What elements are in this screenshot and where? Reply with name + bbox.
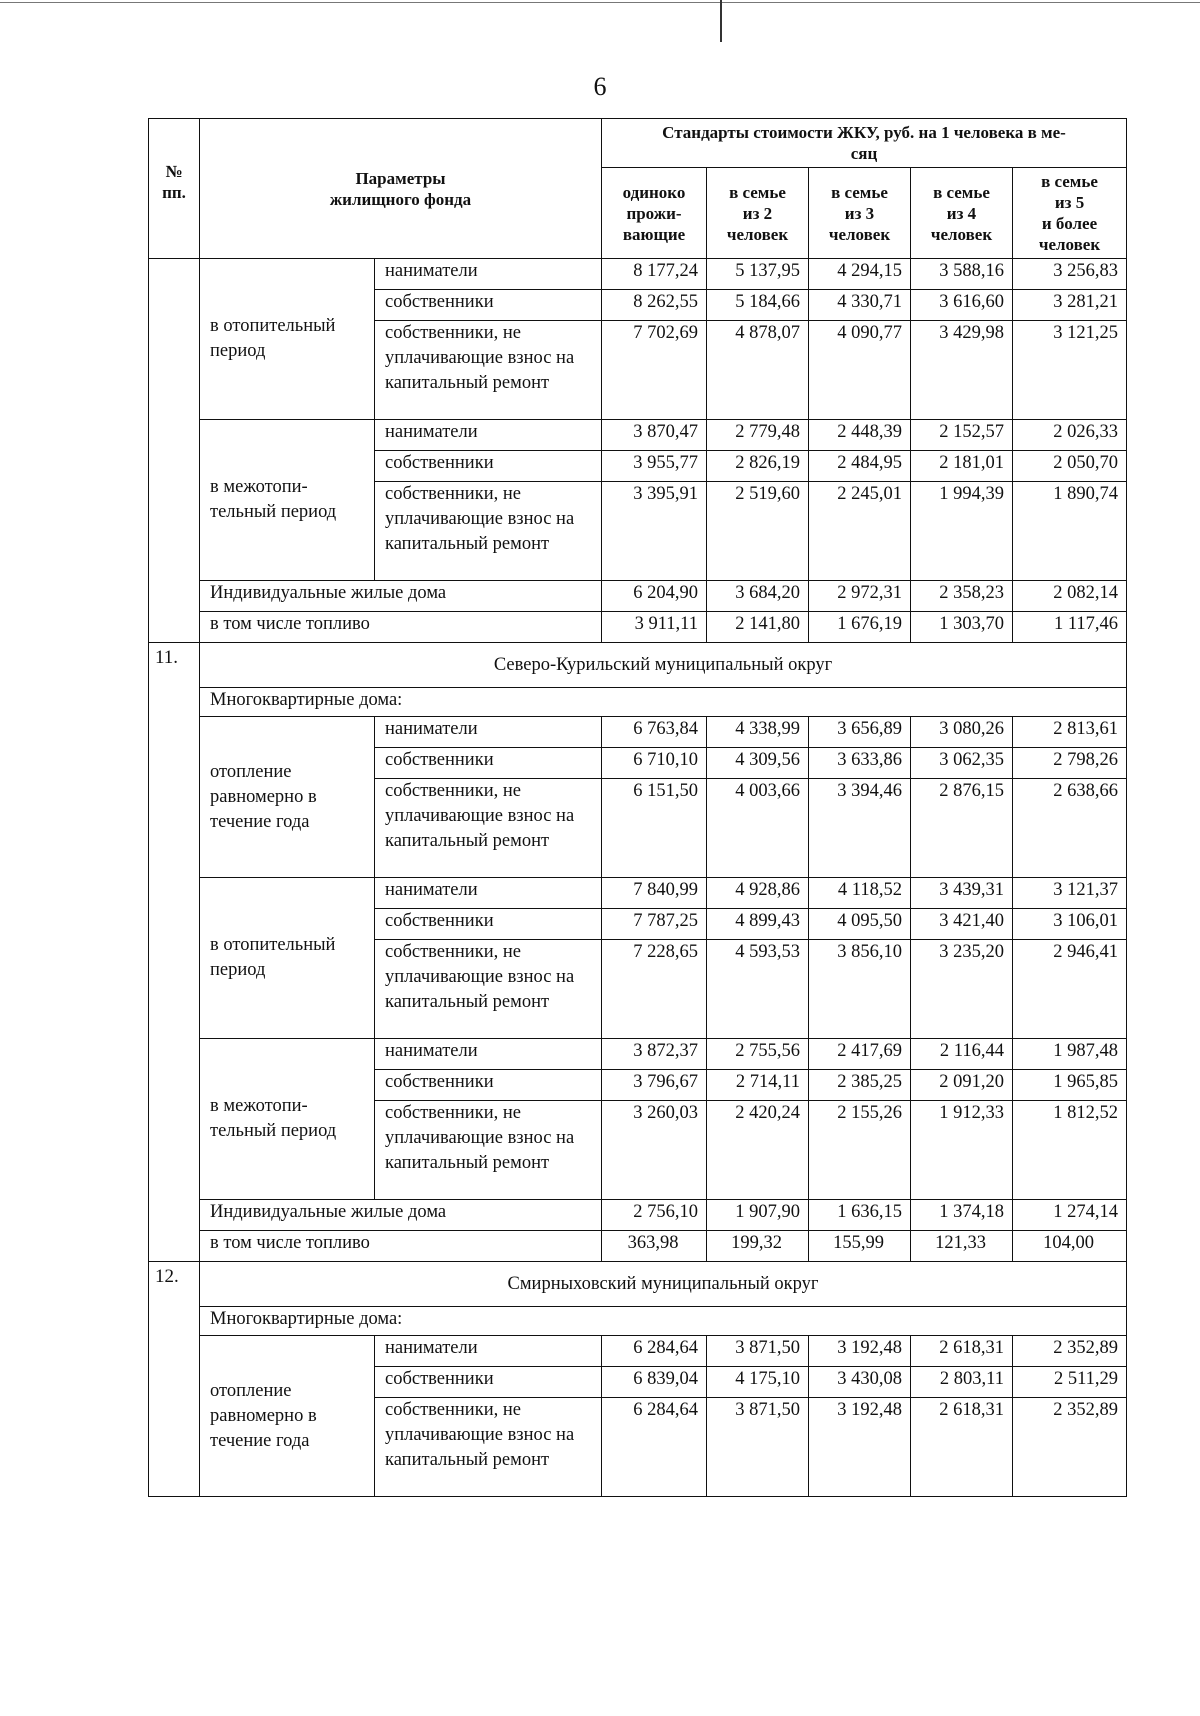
value-cell: 2 813,61 <box>1013 717 1127 748</box>
value-cell: 3 421,40 <box>911 909 1013 940</box>
value-cell: 2 417,69 <box>809 1039 911 1070</box>
value-cell: 3 080,26 <box>911 717 1013 748</box>
value-cell: 3 106,01 <box>1013 909 1127 940</box>
value-cell: 3 281,21 <box>1013 290 1127 321</box>
section-label: Многоквартирные дома: <box>200 1307 1127 1336</box>
group-label-cell <box>200 878 375 1039</box>
value-cell: 1 965,85 <box>1013 1070 1127 1101</box>
value-cell: 3 911,11 <box>602 612 707 643</box>
value-cell: 6 151,50 <box>602 779 707 878</box>
section-label: Многоквартирные дома: <box>200 688 1127 717</box>
value-cell: 121,33 <box>911 1231 1013 1262</box>
value-cell: 2 155,26 <box>809 1101 911 1200</box>
group-label-cell <box>200 420 375 581</box>
value-cell: 2 026,33 <box>1013 420 1127 451</box>
value-cell: 4 338,99 <box>707 717 809 748</box>
value-cell: 7 228,65 <box>602 940 707 1039</box>
value-cell: 5 137,95 <box>707 259 809 290</box>
value-cell: 3 633,86 <box>809 748 911 779</box>
row-label: собственники, не уплачивающие взнос на капитальный ремонт <box>375 1101 602 1200</box>
value-cell: 4 090,77 <box>809 321 911 420</box>
row-number-spacer <box>149 451 200 482</box>
table-row <box>149 420 1127 451</box>
header-col-1 <box>602 168 707 259</box>
value-cell: 8 262,55 <box>602 290 707 321</box>
value-cell: 1 912,33 <box>911 1101 1013 1200</box>
table-row <box>149 259 1127 290</box>
value-cell: 3 394,46 <box>809 779 911 878</box>
value-cell: 4 294,15 <box>809 259 911 290</box>
value-cell: 6 204,90 <box>602 581 707 612</box>
value-cell: 2 972,31 <box>809 581 911 612</box>
header-col-2 <box>707 168 809 259</box>
row-label: собственники <box>375 1367 602 1398</box>
value-cell: 4 095,50 <box>809 909 911 940</box>
group-label: отопление равномерно в течение года <box>210 1380 317 1451</box>
row-label: собственники <box>375 748 602 779</box>
value-cell: 199,32 <box>707 1231 809 1262</box>
value-cell: 1 907,90 <box>707 1200 809 1231</box>
value-cell: 4 330,71 <box>809 290 911 321</box>
value-cell: 2 420,24 <box>707 1101 809 1200</box>
group-label-cell <box>200 1039 375 1200</box>
value-cell: 3 395,91 <box>602 482 707 581</box>
row-number-spacer <box>149 1101 200 1200</box>
value-cell: 7 787,25 <box>602 909 707 940</box>
group-label: в отопительный период <box>210 316 336 361</box>
value-cell: 2 091,20 <box>911 1070 1013 1101</box>
value-cell: 2 181,01 <box>911 451 1013 482</box>
table-row <box>149 878 1127 909</box>
value-cell: 2 050,70 <box>1013 451 1127 482</box>
row-number-cell: 12. <box>149 1262 200 1307</box>
value-cell: 1 676,19 <box>809 612 911 643</box>
value-cell: 155,99 <box>809 1231 911 1262</box>
region-header-row <box>149 1262 1127 1307</box>
header-col-4-label: в семье из 4 человек <box>930 182 993 244</box>
value-cell: 3 121,25 <box>1013 321 1127 420</box>
value-cell: 6 284,64 <box>602 1336 707 1367</box>
value-cell: 6 839,04 <box>602 1367 707 1398</box>
value-cell: 2 876,15 <box>911 779 1013 878</box>
value-cell: 2 116,44 <box>911 1039 1013 1070</box>
row-label: наниматели <box>375 259 602 290</box>
header-number-cell <box>149 119 200 259</box>
row-number-spacer <box>149 940 200 1039</box>
value-cell: 1 117,46 <box>1013 612 1127 643</box>
section-row <box>149 688 1127 717</box>
value-cell: 1 636,15 <box>809 1200 911 1231</box>
row-number-spacer <box>149 1231 200 1262</box>
header-row-1 <box>149 119 1127 168</box>
housing-cost-standards-table <box>148 118 1127 1497</box>
table-row <box>149 1231 1127 1262</box>
table-row <box>149 1200 1127 1231</box>
group-label: отопление равномерно в течение года <box>210 761 317 832</box>
value-cell: 3 430,08 <box>809 1367 911 1398</box>
row-label: наниматели <box>375 717 602 748</box>
binding-mark <box>720 0 722 42</box>
header-col-5-label: в семье из 5 и более человек <box>1038 172 1101 254</box>
table-body <box>149 119 1127 1497</box>
group-label-cell <box>200 259 375 420</box>
row-label: собственники, не уплачивающие взнос на капитальный ремонт <box>375 940 602 1039</box>
value-cell: 6 763,84 <box>602 717 707 748</box>
row-number-spacer <box>149 1200 200 1231</box>
header-col-3 <box>809 168 911 259</box>
value-cell: 2 245,01 <box>809 482 911 581</box>
row-number-spacer <box>149 688 200 717</box>
value-cell: 2 826,19 <box>707 451 809 482</box>
value-cell: 3 429,98 <box>911 321 1013 420</box>
row-number-spacer <box>149 581 200 612</box>
value-cell: 7 840,99 <box>602 878 707 909</box>
row-label: наниматели <box>375 878 602 909</box>
row-number-spacer <box>149 1039 200 1070</box>
header-col-2-label: в семье из 2 человек <box>726 182 789 244</box>
table-row <box>149 581 1127 612</box>
value-cell: 7 702,69 <box>602 321 707 420</box>
value-cell: 2 082,14 <box>1013 581 1127 612</box>
value-cell: 2 803,11 <box>911 1367 1013 1398</box>
value-cell: 4 928,86 <box>707 878 809 909</box>
row-number-spacer <box>149 779 200 878</box>
row-label: наниматели <box>375 1336 602 1367</box>
value-cell: 2 484,95 <box>809 451 911 482</box>
header-col-5 <box>1013 168 1127 259</box>
value-cell: 2 352,89 <box>1013 1336 1127 1367</box>
row-label: собственники, не уплачивающие взнос на капитальный ремонт <box>375 482 602 581</box>
value-cell: 1 987,48 <box>1013 1039 1127 1070</box>
header-col-1-label: одиноко прожи- вающие <box>622 182 686 244</box>
table-row <box>149 717 1127 748</box>
value-cell: 1 812,52 <box>1013 1101 1127 1200</box>
row-label: собственники, не уплачивающие взнос на капитальный ремонт <box>375 779 602 878</box>
value-cell: 2 448,39 <box>809 420 911 451</box>
value-cell: 4 175,10 <box>707 1367 809 1398</box>
row-number-spacer <box>149 1307 200 1336</box>
row-number-spacer <box>149 717 200 748</box>
value-cell: 2 385,25 <box>809 1070 911 1101</box>
value-cell: 2 798,26 <box>1013 748 1127 779</box>
header-params-cell <box>200 119 602 259</box>
value-cell: 3 870,47 <box>602 420 707 451</box>
row-number-spacer <box>149 321 200 420</box>
region-name: Смирныховский муниципальный округ <box>200 1262 1127 1307</box>
value-cell: 3 192,48 <box>809 1336 911 1367</box>
value-cell: 2 638,66 <box>1013 779 1127 878</box>
value-cell: 2 511,29 <box>1013 1367 1127 1398</box>
value-cell: 3 256,83 <box>1013 259 1127 290</box>
value-cell: 2 141,80 <box>707 612 809 643</box>
table-row <box>149 612 1127 643</box>
value-cell: 4 003,66 <box>707 779 809 878</box>
value-cell: 1 374,18 <box>911 1200 1013 1231</box>
value-cell: 4 309,56 <box>707 748 809 779</box>
table-row <box>149 1336 1127 1367</box>
value-cell: 3 439,31 <box>911 878 1013 909</box>
value-cell: 2 779,48 <box>707 420 809 451</box>
row-number-spacer <box>149 1367 200 1398</box>
row-label: Индивидуальные жилые дома <box>200 581 602 612</box>
header-col-4 <box>911 168 1013 259</box>
row-label: наниматели <box>375 1039 602 1070</box>
value-cell: 3 872,37 <box>602 1039 707 1070</box>
row-label: наниматели <box>375 420 602 451</box>
row-number-spacer <box>149 878 200 909</box>
table-row <box>149 1039 1127 1070</box>
value-cell: 2 946,41 <box>1013 940 1127 1039</box>
row-number-spacer <box>149 1336 200 1367</box>
row-number-spacer <box>149 1070 200 1101</box>
row-label: собственники, не уплачивающие взнос на капитальный ремонт <box>375 321 602 420</box>
value-cell: 6 710,10 <box>602 748 707 779</box>
group-label: в межотопи- тельный период <box>210 477 337 522</box>
row-label: Индивидуальные жилые дома <box>200 1200 602 1231</box>
value-cell: 2 755,56 <box>707 1039 809 1070</box>
value-cell: 4 899,43 <box>707 909 809 940</box>
row-number-spacer <box>149 420 200 451</box>
row-number-spacer <box>149 290 200 321</box>
value-cell: 8 177,24 <box>602 259 707 290</box>
value-cell: 3 588,16 <box>911 259 1013 290</box>
value-cell: 2 352,89 <box>1013 1398 1127 1497</box>
header-standards-title: Стандарты стоимости ЖКУ, руб. на 1 человека в ме- сяц <box>662 123 1066 163</box>
value-cell: 2 519,60 <box>707 482 809 581</box>
value-cell: 2 618,31 <box>911 1336 1013 1367</box>
value-cell: 3 062,35 <box>911 748 1013 779</box>
region-header-row <box>149 643 1127 688</box>
row-number-spacer <box>149 909 200 940</box>
row-label: собственники <box>375 290 602 321</box>
group-label-cell <box>200 1336 375 1497</box>
page-number: 6 <box>593 72 607 101</box>
value-cell: 3 121,37 <box>1013 878 1127 909</box>
group-label: в межотопи- тельный период <box>210 1096 337 1141</box>
row-label: в том числе топливо <box>200 612 602 643</box>
row-label: собственники <box>375 1070 602 1101</box>
header-number-label: № пп. <box>162 162 186 202</box>
value-cell: 4 878,07 <box>707 321 809 420</box>
value-cell: 3 684,20 <box>707 581 809 612</box>
value-cell: 6 284,64 <box>602 1398 707 1497</box>
row-label: собственники, не уплачивающие взнос на капитальный ремонт <box>375 1398 602 1497</box>
row-number-cell: 11. <box>149 643 200 688</box>
value-cell: 1 890,74 <box>1013 482 1127 581</box>
row-number-spacer <box>149 259 200 290</box>
value-cell: 363,98 <box>602 1231 707 1262</box>
value-cell: 4 118,52 <box>809 878 911 909</box>
header-params-label: Параметры жилищного фонда <box>329 168 472 209</box>
group-label-cell <box>200 717 375 878</box>
value-cell: 2 152,57 <box>911 420 1013 451</box>
value-cell: 3 856,10 <box>809 940 911 1039</box>
value-cell: 1 274,14 <box>1013 1200 1127 1231</box>
row-number-spacer <box>149 748 200 779</box>
value-cell: 5 184,66 <box>707 290 809 321</box>
value-cell: 3 871,50 <box>707 1398 809 1497</box>
region-name: Северо-Курильский муниципальный округ <box>200 643 1127 688</box>
value-cell: 3 616,60 <box>911 290 1013 321</box>
value-cell: 3 192,48 <box>809 1398 911 1497</box>
value-cell: 1 994,39 <box>911 482 1013 581</box>
value-cell: 3 955,77 <box>602 451 707 482</box>
value-cell: 2 618,31 <box>911 1398 1013 1497</box>
value-cell: 3 871,50 <box>707 1336 809 1367</box>
value-cell: 2 714,11 <box>707 1070 809 1101</box>
header-standards-cell <box>602 119 1127 168</box>
value-cell: 3 656,89 <box>809 717 911 748</box>
row-number-spacer <box>149 612 200 643</box>
value-cell: 104,00 <box>1013 1231 1127 1262</box>
value-cell: 3 796,67 <box>602 1070 707 1101</box>
group-label: в отопительный период <box>210 935 336 980</box>
row-number-spacer <box>149 1398 200 1497</box>
header-col-3-label: в семье из 3 человек <box>828 182 891 244</box>
value-cell: 1 303,70 <box>911 612 1013 643</box>
row-label: в том числе топливо <box>200 1231 602 1262</box>
row-label: собственники <box>375 909 602 940</box>
row-number-spacer <box>149 482 200 581</box>
value-cell: 4 593,53 <box>707 940 809 1039</box>
value-cell: 2 756,10 <box>602 1200 707 1231</box>
value-cell: 3 260,03 <box>602 1101 707 1200</box>
row-label: собственники <box>375 451 602 482</box>
value-cell: 2 358,23 <box>911 581 1013 612</box>
value-cell: 3 235,20 <box>911 940 1013 1039</box>
section-row <box>149 1307 1127 1336</box>
top-edge-line <box>0 2 1200 3</box>
